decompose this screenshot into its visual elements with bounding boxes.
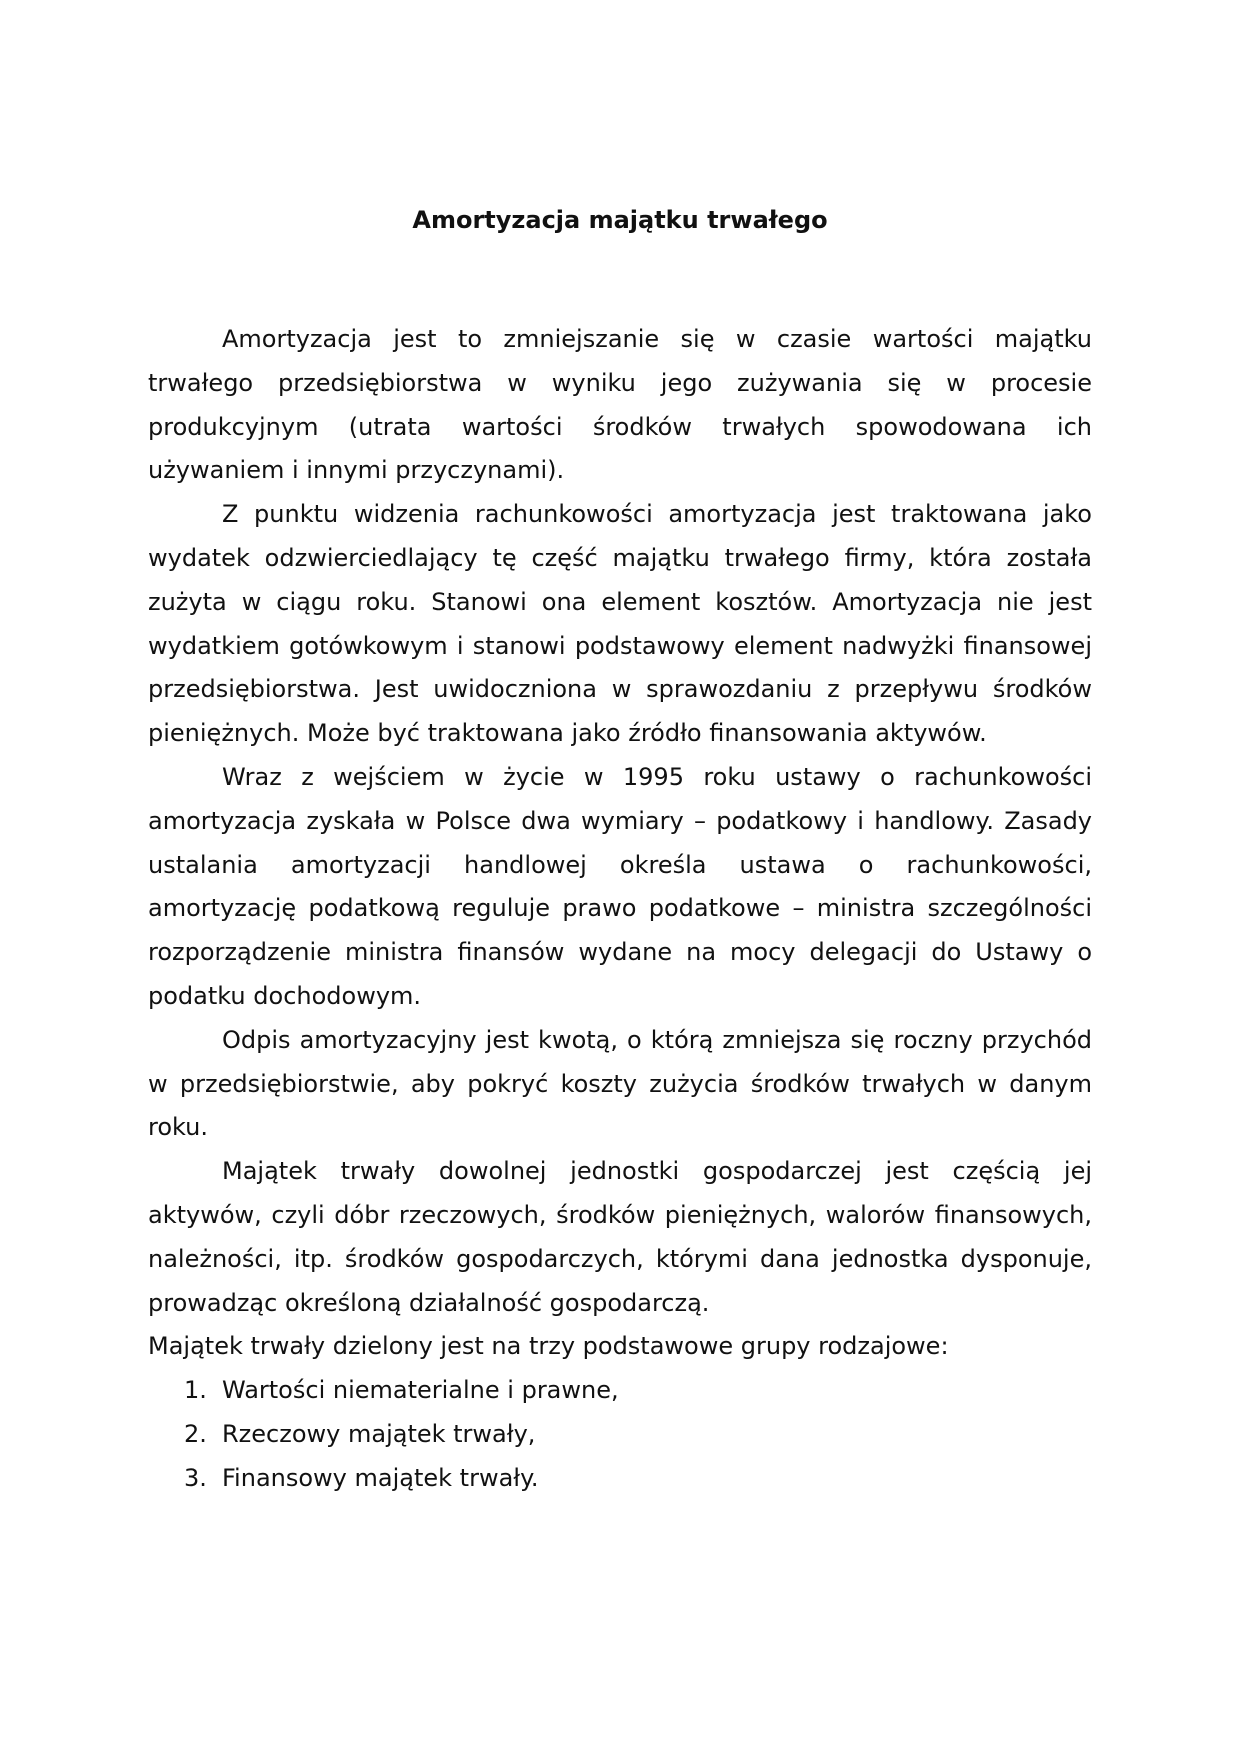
list-item-text: Rzeczowy majątek trwały,: [222, 1419, 536, 1448]
paragraph-fixed-assets: Majątek trwały dowolnej jednostki gospodarczej jest częścią jej aktywów, czyli dóbr rzeczowych, środków pieniężnych, walorów finansowych, należności, itp. środków gospodarczych, którymi dana jednostka dysponuje, prowadząc określoną działalność gospodarczą.: [148, 1157, 1092, 1317]
list-intro: Majątek trwały dzielony jest na trzy podstawowe grupy rodzajowe:: [148, 1332, 949, 1361]
list-item-number: 1.: [184, 1376, 207, 1405]
asset-groups-list: [148, 1369, 1092, 1500]
paragraph-accounting: Z punktu widzenia rachunkowości amortyzacja jest traktowana jako wydatek odzwierciedlający tę część majątku trwałego firmy, która została zużyta w ciągu roku. Stanowi ona element kosztów. Amortyzacja nie jest wydatkiem gotówkowym i stanowi podstawowy element nadwyżki finansowej przedsiębiorstwa. Jest uwidoczniona w sprawozdaniu z przepływu środków pieniężnych. Może być traktowana jako źródło finansowania aktywów.: [148, 500, 1092, 748]
list-item-number: 3.: [184, 1463, 207, 1492]
list-item-text: Wartości niematerialne i prawne,: [222, 1376, 619, 1405]
list-item: [148, 1369, 1092, 1413]
paragraph-law-1995: Wraz z wejściem w życie w 1995 roku ustawy o rachunkowości amortyzacja zyskała w Polsce dwa wymiary – podatkowy i handlowy. Zasady ustalania amortyzacji handlowej określa ustawa o rachunkowości, amortyzację podatkową reguluje prawo podatkowe – ministra szczególności rozporządzenie ministra finansów wydane na mocy delegacji do Ustawy o podatku dochodowym.: [148, 762, 1092, 1010]
document-title: Amortyzacja majątku trwałego: [412, 206, 828, 234]
paragraph-definition: Amortyzacja jest to zmniejszanie się w czasie wartości majątku trwałego przedsiębiorstwa w wyniku jego zużywania się w procesie produkcyjnym (utrata wartości środków trwałych spowodowana ich używaniem i innymi przyczynami).: [148, 325, 1092, 485]
list-item-text: Finansowy majątek trwały.: [222, 1463, 539, 1492]
document-body: [148, 318, 1092, 1501]
list-item: [148, 1413, 1092, 1457]
list-item: [148, 1457, 1092, 1501]
list-item-number: 2.: [184, 1419, 207, 1448]
paragraph-depreciation-charge: Odpis amortyzacyjny jest kwotą, o którą zmniejsza się roczny przychód w przedsiębiorstwie, aby pokryć koszty zużycia środków trwałych w danym roku.: [148, 1025, 1092, 1142]
